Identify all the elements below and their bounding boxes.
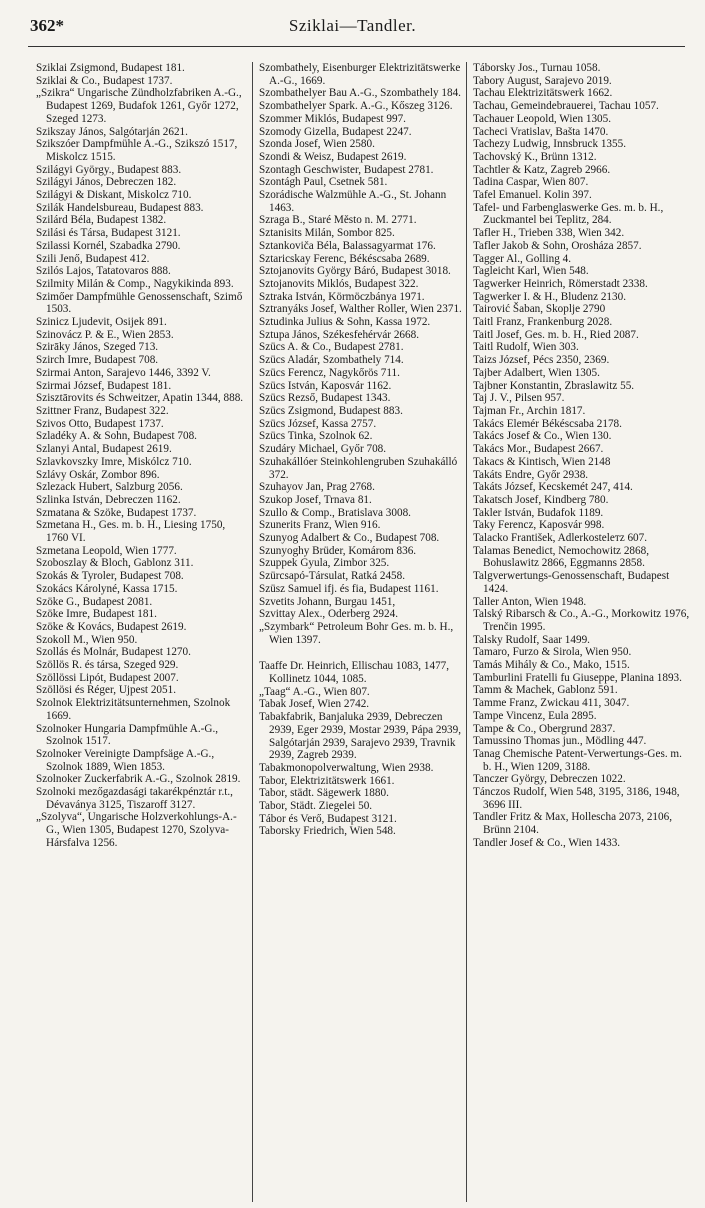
directory-entry: Sztanisits Milán, Sombor 825. (259, 227, 395, 240)
directory-entry: Szolnoker Hungaria Dampfmühle A.-G., Szolnok 1517. (36, 722, 219, 748)
directory-entry: Szvetits Johann, Burgau 1451, (259, 595, 396, 608)
directory-entry: Tagleicht Karl, Wien 548. (473, 265, 589, 278)
directory-entry: Talsky Rudolf, Saar 1499. (473, 633, 590, 646)
directory-entry: Tamaro, Furzo & Sirola, Wien 950. (473, 646, 632, 659)
directory-entry: Szücs József, Kassa 2757. (259, 417, 377, 430)
directory-entry: Tafler Jakob & Sohn, Orosháza 2857. (473, 239, 642, 252)
directory-entry: Szontagh Geschwister, Budapest 2781. (259, 163, 434, 176)
directory-entry: Sztupa János, Székesfehérvár 2668. (259, 328, 419, 341)
directory-entry: Szilágyi & Diskant, Miskolcz 710. (36, 189, 192, 202)
directory-entry: Tagger Al., Golling 4. (473, 252, 572, 265)
directory-entry: Szraga B., Staré Město n. M. 2771. (259, 214, 417, 227)
directory-entry: Tachau, Gemeindebrauerei, Tachau 1057. (473, 100, 659, 113)
directory-entry: Tabor, städt. Sägewerk 1880. (259, 787, 389, 800)
directory-entry: Sztudinka Julius & Sohn, Kassa 1972. (259, 316, 431, 329)
directory-entry: Tabakmonopolverwaltung, Wien 2938. (259, 761, 434, 774)
directory-entry: Szilárd Béla, Budapest 1382. (36, 214, 167, 227)
directory-entry: Tampe Vincenz, Eula 2895. (473, 709, 597, 722)
directory-entry: Szokács Károlyné, Kassa 1715. (36, 582, 178, 595)
directory-entry: Takatsch Josef, Kindberg 780. (473, 493, 609, 506)
column-2 (252, 62, 469, 1202)
directory-entry: Szöke G., Budapest 2081. (36, 595, 153, 608)
directory-entry: Szikszóer Dampfmühle A.-G., Szikszó 1517, Miskolcz 1515. (36, 138, 238, 163)
directory-entry: Szullo & Comp., Bratislava 3008. (259, 506, 411, 519)
directory-entry: Szirmai József, Budapest 181. (36, 379, 172, 392)
directory-entry: Tachtler & Katz, Zagreb 2966. (473, 163, 611, 176)
directory-entry: Szunyoghy Brüder, Komárom 836. (259, 544, 417, 557)
directory-entry: Szolnoki mezőgazdasági takarékpénztár r.t., Dévaványa 3125, Tiszaroff 3127. (36, 786, 233, 811)
directory-entry: Szikszay János, Salgótarján 2621. (36, 125, 188, 138)
directory-entry: Szuhakállóer Steinkohlengruben Szuhakálló 372. (259, 455, 458, 481)
directory-entry: Szolnoker Zuckerfabrik A.-G., Szolnok 2819. (36, 773, 241, 786)
directory-entry: Szimőer Dampfmühle Genossenschaft, Szimő 1503. (36, 290, 243, 316)
directory-entry: Tachovský K., Brünn 1312. (473, 150, 597, 163)
directory-entry: Szlinka István, Debreczen 1162. (36, 493, 181, 506)
directory-entry: Sztranyáks Josef, Walther Roller, Wien 2371. (259, 303, 462, 316)
directory-entry: Tamburlini Fratelli fu Giuseppe, Planina 1893. (473, 671, 682, 684)
directory-entry: Tanag Chemische Patent-Verwertungs-Ges. m. b. H., Wien 1209, 3188. (473, 747, 682, 773)
directory-entry: Talamas Benedict, Nemochowitz 2868, Bohuslawitz 2866, Eggmanns 2858. (473, 544, 649, 570)
directory-entry: Tafel- und Farbenglaswerke Ges. m. b. H., Zuckmantel bei Teplitz, 284. (473, 201, 664, 227)
directory-entry: Szontágh Paul, Csetnek 581. (259, 176, 388, 189)
directory-entry: Taky Ferencz, Kaposvár 998. (473, 519, 605, 532)
directory-entry: Tánczos Rudolf, Wien 548, 3195, 3186, 1948, 3696 III. (473, 786, 680, 811)
directory-entry: Talacko František, Adlerkostelетz 607. (473, 532, 648, 545)
directory-entry: Szücs Rezső, Budapest 1343. (259, 392, 391, 405)
directory-entry: Szilágyi János, Debreczen 182. (36, 176, 177, 189)
directory-entry: Szirāky János, Szeged 713. (36, 341, 159, 354)
directory-entry: Szombathelyer Spark. A.-G., Kőszeg 3126. (259, 100, 453, 113)
directory-entry: Szinicz Ljudevit, Osijek 891. (36, 316, 167, 329)
directory-entry: Tamme Franz, Zwickau 411, 3047. (473, 697, 630, 710)
directory-entry: Sztaricskay Ferenc, Békéscsaba 2689. (259, 252, 430, 265)
directory-entry: Tabor, Elektrizitätswerk 1661. (259, 774, 395, 787)
directory-entry: Sztraka István, Körmöczbánya 1971. (259, 290, 425, 303)
directory-entry: Szirch Imre, Budapest 708. (36, 354, 159, 367)
directory-entry: Szlávy Oskár, Zombor 896. (36, 468, 160, 481)
directory-entry: Tairović Šaban, Skoplje 2790 (473, 303, 606, 316)
directory-entry: Szücs A. & Co., Budapest 2781. (259, 341, 404, 354)
running-head: Sziklai—Tandler. (288, 16, 417, 35)
page-header (0, 0, 705, 40)
directory-entry: Szilmity Milán & Comp., Nagykikinda 893. (36, 277, 234, 290)
directory-entry: Taitl Franz, Frankenburg 2028. (473, 316, 613, 329)
directory-entry: Szücs István, Kaposvár 1162. (259, 379, 392, 392)
directory-entry: Tampe & Co., Obergrund 2837. (473, 722, 616, 735)
directory-entry: Táborsky Jos., Turnau 1058. (473, 62, 601, 74)
directory-entry: Szorádische Walzmühle A.-G., St. Johann 1463. (259, 189, 447, 214)
directory-entry: Szili Jenő, Budapest 412. (36, 252, 150, 265)
directory-entry: Tagwerker I. & H., Bludenz 2130. (473, 290, 627, 303)
header-rule (28, 46, 685, 47)
directory-entry: Szolnok Elektrizitätsunternehmen, Szolnok 1669. (36, 697, 231, 722)
directory-entry: Szommer Miklós, Budapest 997. (259, 112, 406, 125)
directory-entry: Takács Josef & Co., Wien 130. (473, 430, 612, 443)
directory-entry: Taj J. V., Pilsen 957. (473, 392, 565, 405)
directory-entry: Sziklai Zsigmond, Budapest 181. (36, 62, 185, 74)
column-1 (36, 62, 248, 1202)
directory-entry: Szlanyi Antal, Budapest 2619. (36, 443, 172, 456)
directory-entry: Tandler Fritz & Max, Hollescha 2073, 2106, Brünn 2104. (473, 811, 672, 837)
directory-entry: Takler István, Budafok 1189. (473, 506, 604, 519)
directory-entry: Szirmai Anton, Sarajevo 1446, 3392 V. (36, 366, 211, 379)
directory-entry: Taitl Rudolf, Wien 303. (473, 341, 579, 354)
column-3 (466, 62, 691, 1202)
directory-entry: Szittner Franz, Budapest 322. (36, 404, 169, 417)
directory-entry: Takáts József, Kecskemét 247, 414. (473, 481, 633, 494)
directory-entry: Szilák Handelsbureau, Budapest 883. (36, 201, 204, 214)
directory-entry: Tafler H., Trieben 338, Wien 342. (473, 227, 625, 240)
directory-entry: Szokás & Tyroler, Budapest 708. (36, 570, 184, 583)
directory-entry: Tafel Emanuel. Kolin 397. (473, 189, 592, 202)
directory-entry: Szöke & Kovács, Budapest 2619. (36, 620, 187, 633)
directory-entry: Sztojanovits György Báró, Budapest 3018. (259, 265, 451, 278)
directory-entry: Szöke Imre, Budapest 181. (36, 608, 157, 621)
directory-entry: Sztojanovits Miklós, Budapest 322. (259, 277, 419, 290)
directory-entry: Szisztārovits és Schweitzer, Apatin 1344, 888. (36, 392, 244, 405)
directory-entry: Taaffe Dr. Heinrich, Ellischau 1083, 1477, Kollinetz 1044, 1085. (259, 660, 450, 686)
directory-entry: Tachau Elektrizitätswerk 1662. (473, 87, 613, 100)
directory-entry: Talgverwertungs-Genossenschaft, Budapest 1424. (473, 570, 670, 595)
directory-entry: Szvittay Alex., Oderberg 2924. (259, 608, 398, 621)
directory-entry: Szolnoker Vereinigte Dampfsäge A.-G., Szolnok 1889, Wien 1853. (36, 747, 215, 773)
directory-entry: Tajman Fr., Archin 1817. (473, 404, 586, 417)
directory-entry (259, 646, 469, 660)
directory-entry: Takáts Endre, Győr 2938. (473, 468, 589, 481)
directory-entry: Taborsky Friedrich, Wien 548. (259, 825, 396, 838)
directory-entry: Tadina Caspar, Wien 807. (473, 176, 589, 189)
directory-entry: Tagwerker Heinrich, Römerstadt 2338. (473, 277, 648, 290)
directory-entry: Szlezack Hubert, Salzburg 2056. (36, 481, 183, 494)
directory-entry: Szombathelyer Bau A.-G., Szombathely 184. (259, 87, 461, 100)
directory-entry: Szuppek Gyula, Zimbor 325. (259, 557, 390, 570)
directory-entry: „Taag“ A.-G., Wien 807. (259, 685, 370, 698)
directory-entry: Taller Anton, Wien 1948. (473, 595, 587, 608)
directory-entry: Tábor és Verő, Budapest 3121. (259, 812, 397, 825)
directory-entry: Szondi & Weisz, Budapest 2619. (259, 150, 407, 163)
directory-entry: Szöllös R. és társa, Szeged 929. (36, 659, 179, 672)
directory-entry: Szudáry Michael, Győr 708. (259, 443, 387, 456)
directory-entry: Szilási és Társa, Budapest 3121. (36, 227, 181, 240)
directory-entry: Szmatana & Szöke, Budapest 1737. (36, 506, 197, 519)
directory-entry: Tajber Adalbert, Wien 1305. (473, 366, 600, 379)
directory-entry: Szollás és Molnár, Budapest 1270. (36, 646, 191, 659)
directory-entry: Taitl Josef, Ges. m. b. H., Ried 2087. (473, 328, 639, 341)
directory-entry: Szoboszlay & Bloch, Gablonz 311. (36, 557, 194, 570)
directory-entry: Taizs József, Pécs 2350, 2369. (473, 354, 610, 367)
directory-entry: Szivos Otto, Budapest 1737. (36, 417, 164, 430)
directory-entry: Tajbner Konstantin, Zbraslawitz 55. (473, 379, 635, 392)
directory-entry: „Szolyva“, Ungarische Holzverkohlungs-A.-G., Wien 1305, Budapest 1270, Szolyva-Hársfalva 1256. (36, 811, 237, 849)
directory-entry: Szonda Josef, Wien 2580. (259, 138, 375, 151)
directory-entry: Sziklai & Co., Budapest 1737. (36, 74, 173, 87)
directory-entry: Szöllösi és Réger, Ujpest 2051. (36, 684, 177, 697)
directory-entry: Tabor, Städt. Ziegelei 50. (259, 800, 373, 813)
directory-entry: Szinovácz P. & E., Wien 2853. (36, 328, 174, 341)
directory-entry: Szüsz Samuel ifj. és fia, Budapest 1161. (259, 582, 439, 595)
directory-entry: Tandler Josef & Co., Wien 1433. (473, 836, 621, 849)
directory-entry: Tabakfabrik, Banjaluka 2939, Debreczen 2939, Eger 2939, Mostar 2939, Pápa 2939, Salgótarján 2939, Sarajevo 2939, Travnik 2939, Zagreb 2939. (259, 711, 462, 762)
directory-entry: Szuhayov Jan, Prag 2768. (259, 481, 375, 494)
directory-entry: Szunyog Adalbert & Co., Budapest 708. (259, 532, 440, 545)
directory-entry: Szladéky A. & Sohn, Budapest 708. (36, 430, 197, 443)
directory-entry: Szomody Gizella, Budapest 2247. (259, 125, 412, 138)
directory-entry: Tabory August, Sarajevo 2019. (473, 74, 612, 87)
directory-entry: Szlavkovszky Imre, Miskólcz 710. (36, 455, 192, 468)
directory-entry: Szilós Lajos, Tatatovaros 888. (36, 265, 171, 278)
directory-entry: Sztankoviča Béla, Balassagyarmat 176. (259, 239, 436, 252)
directory-entry: Szmetana H., Ges. m. b. H., Liesing 1750, 1760 VI. (36, 519, 226, 545)
directory-entry: Szilassi Kornél, Szabadka 2790. (36, 239, 181, 252)
directory-entry: Tabak Josef, Wien 2742. (259, 698, 370, 711)
directory-entry: Tachauer Leopold, Wien 1305. (473, 112, 612, 125)
directory-entry: „Szymbark“ Petroleum Bohr Ges. m. b. H., Wien 1397. (259, 620, 454, 646)
directory-entry: Szilágyi György., Budapest 883. (36, 163, 182, 176)
directory-entry: Szombathely, Eisenburger Elektrizitätswerke A.-G., 1669. (259, 62, 461, 87)
directory-entry: Tachezy Ludwig, Innsbruck 1355. (473, 138, 627, 151)
directory-entry: Tacheci Vratislav, Bašta 1470. (473, 125, 609, 138)
page-number: 362* (30, 16, 64, 35)
directory-entry: Szunerits Franz, Wien 916. (259, 519, 381, 532)
directory-entry: „Szikra“ Ungarische Zündholzfabriken A.-G., Budapest 1269, Budafok 1261, Győr 1272, Szeged 1273. (36, 87, 242, 125)
directory-entry: Szücs Tinka, Szolnok 62. (259, 430, 373, 443)
directory-entry: Talský Ribarsch & Co., A.-G., Morkowitz 1976, Trenčin 1995. (473, 608, 690, 633)
directory-entry: Takacs & Kintisch, Wien 2148 (473, 455, 611, 468)
directory-entry: Tamás Mihály & Co., Mako, 1515. (473, 659, 630, 672)
directory-entry: Takács Elemér Békéscsaba 2178. (473, 417, 622, 430)
directory-entry: Takács Mor., Budapest 2667. (473, 443, 604, 456)
directory-entry: Tamussino Thomas jun., Mödling 447. (473, 735, 647, 748)
directory-entry: Szokoll M., Wien 950. (36, 633, 138, 646)
directory-entry: Szücs Zsigmond, Budapest 883. (259, 404, 403, 417)
directory-entry: Tanczer György, Debreczen 1022. (473, 773, 626, 786)
directory-entry: Szücs Aladár, Szombathely 714. (259, 354, 404, 367)
directory-entry: Szmetana Leopold, Wien 1777. (36, 544, 177, 557)
directory-entry: Szürcsapó-Társulat, Ratká 2458. (259, 570, 406, 583)
directory-entry: Tamm & Machek, Gablonz 591. (473, 684, 618, 697)
directory-entry: Szöllössi Lipót, Budapest 2007. (36, 671, 179, 684)
directory-entry: Szücs Ferencz, Nagykőrös 711. (259, 366, 400, 379)
directory-entry: Szukop Josef, Trnava 81. (259, 493, 372, 506)
